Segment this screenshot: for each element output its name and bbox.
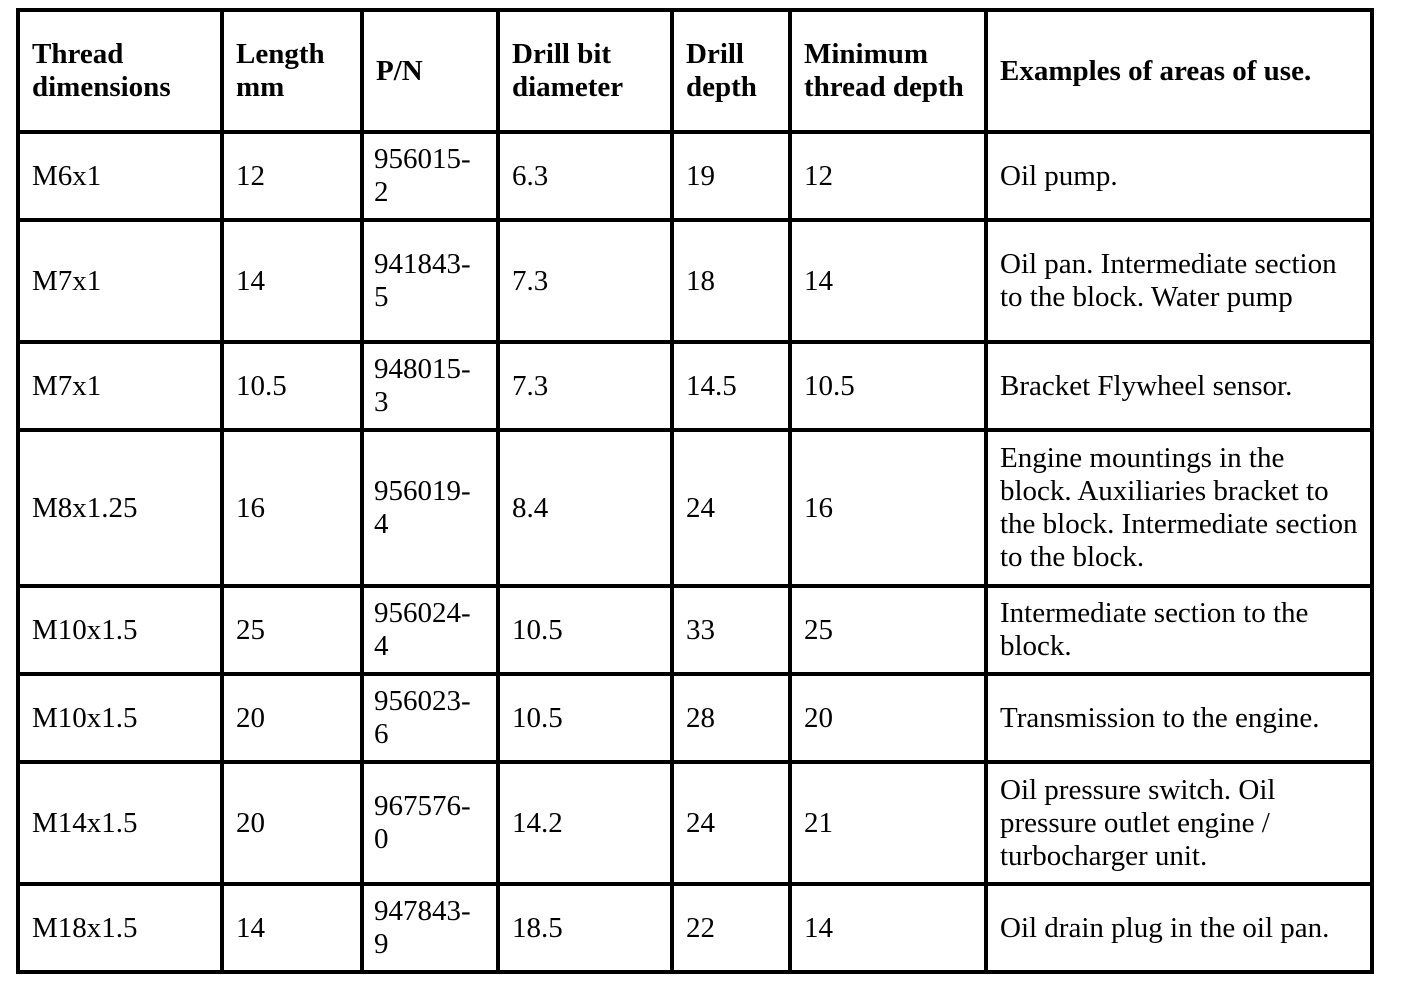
cell-part-number: [362, 586, 498, 674]
pn-line-2: 4: [374, 508, 389, 540]
pn-line-2: 9: [374, 928, 389, 960]
cell-length: 20: [222, 762, 362, 884]
pn-line-1: 956023-: [374, 685, 471, 717]
header-length: Length mm: [222, 10, 362, 132]
cell-thread: M10x1.5: [18, 586, 222, 674]
table-row: [18, 220, 1372, 342]
cell-drill-depth: 14.5: [672, 342, 790, 430]
pn-line-1: 956019-: [374, 475, 471, 507]
cell-thread: M7x1: [18, 220, 222, 342]
cell-use: Oil drain plug in the oil pan.: [986, 884, 1372, 972]
cell-thread: M10x1.5: [18, 674, 222, 762]
cell-length: 12: [222, 132, 362, 220]
cell-thread: M7x1: [18, 342, 222, 430]
pn-line-1: 941843-: [374, 248, 471, 280]
pn-line-2: 2: [374, 176, 389, 208]
thread-insert-table: [16, 8, 1374, 974]
cell-use: Bracket Flywheel sensor.: [986, 342, 1372, 430]
pn-line-1: 956024-: [374, 597, 471, 629]
cell-use: Oil pan. Intermediate section to the block. Water pump: [986, 220, 1372, 342]
table-row: [18, 132, 1372, 220]
cell-use: Intermediate section to the block.: [986, 586, 1372, 674]
cell-length: 16: [222, 430, 362, 586]
pn-line-2: 5: [374, 281, 389, 313]
cell-use: Oil pump.: [986, 132, 1372, 220]
pn-line-1: 948015-: [374, 353, 471, 385]
cell-part-number: [362, 884, 498, 972]
cell-drill-bit: 18.5: [498, 884, 672, 972]
cell-min-thread: 16: [790, 430, 986, 586]
cell-length: 14: [222, 884, 362, 972]
pn-line-2: 4: [374, 630, 389, 662]
cell-drill-depth: 33: [672, 586, 790, 674]
cell-use: Oil pressure switch. Oil pressure outlet engine / turbocharger unit.: [986, 762, 1372, 884]
cell-min-thread: 10.5: [790, 342, 986, 430]
cell-min-thread: 14: [790, 884, 986, 972]
table-row: [18, 342, 1372, 430]
cell-drill-depth: 22: [672, 884, 790, 972]
header-areas-of-use: Examples of areas of use.: [986, 10, 1372, 132]
cell-thread: M14x1.5: [18, 762, 222, 884]
cell-part-number: [362, 762, 498, 884]
header-minimum-thread-depth: Minimum thread depth: [790, 10, 986, 132]
cell-thread: M8x1.25: [18, 430, 222, 586]
cell-drill-depth: 24: [672, 762, 790, 884]
cell-part-number: [362, 132, 498, 220]
cell-drill-bit: 8.4: [498, 430, 672, 586]
pn-line-1: 947843-: [374, 895, 471, 927]
header-drill-depth: Drill depth: [672, 10, 790, 132]
table-row: [18, 430, 1372, 586]
header-thread-dimensions: Thread dimensions: [18, 10, 222, 132]
cell-min-thread: 25: [790, 586, 986, 674]
cell-part-number: [362, 220, 498, 342]
header-drill-bit-diameter: Drill bit diameter: [498, 10, 672, 132]
cell-part-number: [362, 674, 498, 762]
cell-length: 10.5: [222, 342, 362, 430]
pn-line-1: 956015-: [374, 143, 471, 175]
cell-drill-bit: 7.3: [498, 342, 672, 430]
cell-length: 20: [222, 674, 362, 762]
pn-line-1: 967576-: [374, 790, 471, 822]
cell-drill-depth: 19: [672, 132, 790, 220]
cell-min-thread: 14: [790, 220, 986, 342]
pn-line-2: 3: [374, 386, 389, 418]
cell-drill-depth: 18: [672, 220, 790, 342]
cell-thread: M18x1.5: [18, 884, 222, 972]
cell-drill-depth: 28: [672, 674, 790, 762]
table-row: [18, 884, 1372, 972]
cell-length: 25: [222, 586, 362, 674]
cell-drill-bit: 6.3: [498, 132, 672, 220]
table-row: [18, 762, 1372, 884]
cell-drill-bit: 14.2: [498, 762, 672, 884]
cell-part-number: [362, 342, 498, 430]
header-part-number: P/N: [362, 10, 498, 132]
header-row: [18, 10, 1372, 132]
cell-min-thread: 20: [790, 674, 986, 762]
cell-part-number: [362, 430, 498, 586]
cell-drill-bit: 10.5: [498, 586, 672, 674]
pn-line-2: 6: [374, 718, 389, 750]
cell-use: Engine mountings in the block. Auxiliaries bracket to the block. Intermediate section to the block.: [986, 430, 1372, 586]
cell-drill-bit: 10.5: [498, 674, 672, 762]
cell-min-thread: 12: [790, 132, 986, 220]
cell-use: Transmission to the engine.: [986, 674, 1372, 762]
table-row: [18, 586, 1372, 674]
cell-drill-bit: 7.3: [498, 220, 672, 342]
cell-drill-depth: 24: [672, 430, 790, 586]
cell-length: 14: [222, 220, 362, 342]
pn-line-2: 0: [374, 823, 389, 855]
cell-thread: M6x1: [18, 132, 222, 220]
cell-min-thread: 21: [790, 762, 986, 884]
table-row: [18, 674, 1372, 762]
